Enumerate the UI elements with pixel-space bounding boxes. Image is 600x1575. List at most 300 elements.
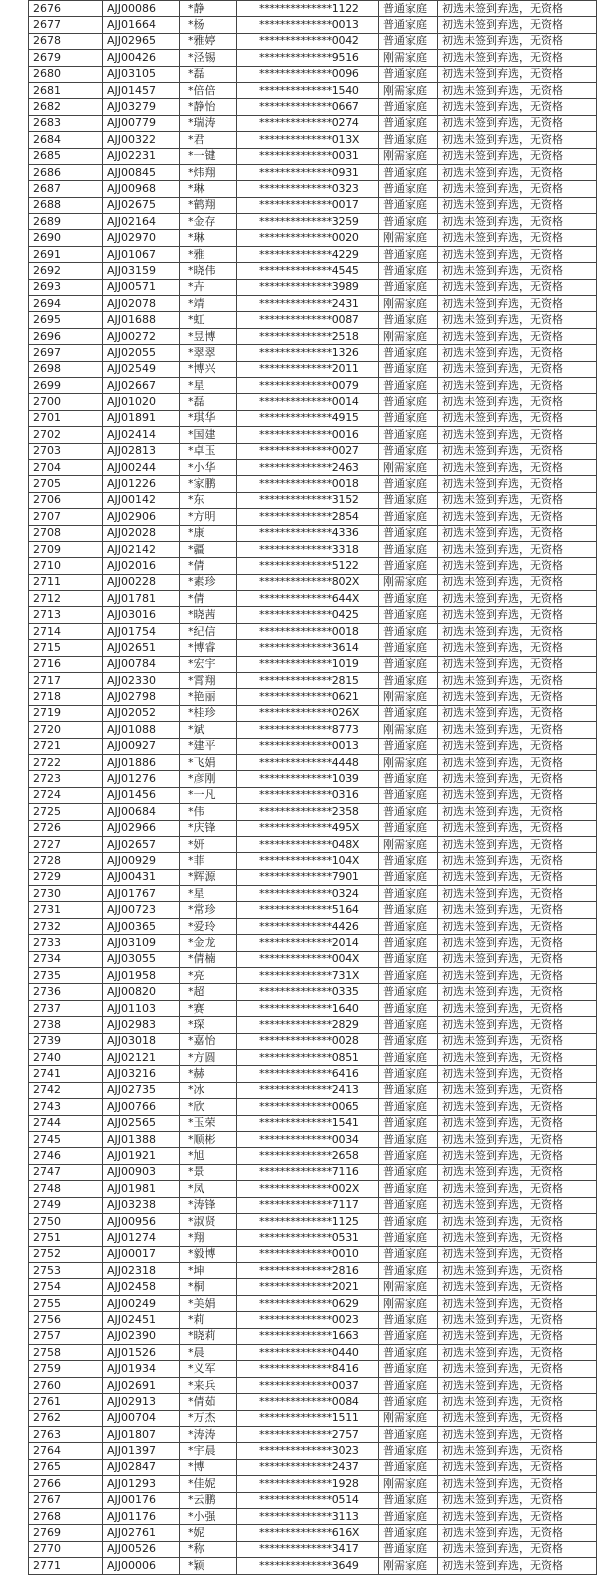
seq-cell: 2709 xyxy=(29,541,103,557)
applicant-name-cell: *冰 xyxy=(180,1082,237,1098)
qualification-status-cell: 初选未签到弃选，无资格 xyxy=(438,148,597,164)
id-number-cell: **************2011 xyxy=(237,361,379,377)
qualification-status-cell: 初选未签到弃选，无资格 xyxy=(438,164,597,180)
qualification-status-cell: 初选未签到弃选，无资格 xyxy=(438,1066,597,1082)
id-number-cell: **************0013 xyxy=(237,17,379,33)
applicant-name-cell: *淑贤 xyxy=(180,1213,237,1229)
table-row xyxy=(29,984,597,1000)
seq-cell: 2735 xyxy=(29,968,103,984)
family-type-cell: 普通家庭 xyxy=(379,1443,438,1459)
id-number-cell: **************026X xyxy=(237,705,379,721)
applicant-name-cell: *玉荣 xyxy=(180,1115,237,1131)
seq-cell: 2697 xyxy=(29,345,103,361)
family-type-cell: 普通家庭 xyxy=(379,279,438,295)
seq-cell: 2749 xyxy=(29,1197,103,1213)
applicant-code-cell: AJJ03018 xyxy=(103,1033,180,1049)
table-row xyxy=(29,853,597,869)
applicant-name-cell: *静怡 xyxy=(180,99,237,115)
applicant-name-cell: *云鹏 xyxy=(180,1492,237,1508)
applicant-name-cell: *雅婷 xyxy=(180,33,237,49)
applicant-name-cell: *爱玲 xyxy=(180,918,237,934)
id-number-cell: **************2437 xyxy=(237,1459,379,1475)
table-row xyxy=(29,279,597,295)
id-number-cell: **************0014 xyxy=(237,394,379,410)
qualification-status-cell: 初选未签到弃选，无资格 xyxy=(438,754,597,770)
family-type-cell: 普通家庭 xyxy=(379,246,438,262)
family-type-cell: 刚需家庭 xyxy=(379,328,438,344)
applicant-code-cell: AJJ02549 xyxy=(103,361,180,377)
family-type-cell: 普通家庭 xyxy=(379,853,438,869)
seq-cell: 2679 xyxy=(29,50,103,66)
applicant-name-cell: *坤 xyxy=(180,1263,237,1279)
applicant-code-cell: AJJ00766 xyxy=(103,1099,180,1115)
applicant-code-cell: AJJ01226 xyxy=(103,476,180,492)
family-type-cell: 普通家庭 xyxy=(379,263,438,279)
family-type-cell: 普通家庭 xyxy=(379,115,438,131)
table-row xyxy=(29,525,597,541)
id-number-cell: **************2014 xyxy=(237,935,379,951)
applicant-code-cell: AJJ02913 xyxy=(103,1394,180,1410)
table-row xyxy=(29,345,597,361)
family-type-cell: 普通家庭 xyxy=(379,410,438,426)
applicant-name-cell: *超 xyxy=(180,984,237,1000)
applicant-name-cell: *旭 xyxy=(180,1148,237,1164)
applicant-code-cell: AJJ00365 xyxy=(103,918,180,934)
applicant-code-cell: AJJ00426 xyxy=(103,50,180,66)
qualification-status-cell: 初选未签到弃选，无资格 xyxy=(438,968,597,984)
qualification-status-cell: 初选未签到弃选，无资格 xyxy=(438,574,597,590)
family-type-cell: 普通家庭 xyxy=(379,361,438,377)
applicant-name-cell: *嘉怡 xyxy=(180,1033,237,1049)
table-row xyxy=(29,1295,597,1311)
applicant-code-cell: AJJ01067 xyxy=(103,246,180,262)
family-type-cell: 普通家庭 xyxy=(379,1099,438,1115)
qualification-status-cell: 初选未签到弃选，无资格 xyxy=(438,33,597,49)
seq-cell: 2695 xyxy=(29,312,103,328)
seq-cell: 2706 xyxy=(29,492,103,508)
id-number-cell: **************0851 xyxy=(237,1050,379,1066)
seq-cell: 2721 xyxy=(29,738,103,754)
applicant-code-cell: AJJ00845 xyxy=(103,164,180,180)
qualification-status-cell: 初选未签到弃选，无资格 xyxy=(438,525,597,541)
family-type-cell: 普通家庭 xyxy=(379,1115,438,1131)
applicant-name-cell: *鹤翔 xyxy=(180,197,237,213)
id-number-cell: **************0016 xyxy=(237,427,379,443)
applicant-name-cell: *瑞涛 xyxy=(180,115,237,131)
id-number-cell: **************3614 xyxy=(237,640,379,656)
seq-cell: 2702 xyxy=(29,427,103,443)
applicant-name-cell: *翠翠 xyxy=(180,345,237,361)
qualification-status-cell: 初选未签到弃选，无资格 xyxy=(438,230,597,246)
applicant-code-cell: AJJ00820 xyxy=(103,984,180,1000)
family-type-cell: 普通家庭 xyxy=(379,345,438,361)
qualification-status-cell: 初选未签到弃选，无资格 xyxy=(438,509,597,525)
family-type-cell: 普通家庭 xyxy=(379,197,438,213)
seq-cell: 2742 xyxy=(29,1082,103,1098)
applicant-code-cell: AJJ02390 xyxy=(103,1328,180,1344)
id-number-cell: **************0028 xyxy=(237,1033,379,1049)
family-type-cell: 普通家庭 xyxy=(379,623,438,639)
family-type-cell: 普通家庭 xyxy=(379,1000,438,1016)
seq-cell: 2733 xyxy=(29,935,103,951)
applicant-code-cell: AJJ02052 xyxy=(103,705,180,721)
family-type-cell: 普通家庭 xyxy=(379,443,438,459)
applicant-name-cell: *琳 xyxy=(180,181,237,197)
qualification-status-cell: 初选未签到弃选，无资格 xyxy=(438,886,597,902)
family-type-cell: 普通家庭 xyxy=(379,673,438,689)
family-type-cell: 普通家庭 xyxy=(379,33,438,49)
qualification-status-cell: 初选未签到弃选，无资格 xyxy=(438,1017,597,1033)
applicant-code-cell: AJJ01958 xyxy=(103,968,180,984)
family-type-cell: 普通家庭 xyxy=(379,1148,438,1164)
seq-cell: 2768 xyxy=(29,1508,103,1524)
seq-cell: 2688 xyxy=(29,197,103,213)
seq-cell: 2683 xyxy=(29,115,103,131)
id-number-cell: **************644X xyxy=(237,591,379,607)
applicant-table xyxy=(28,0,597,1575)
table-row xyxy=(29,148,597,164)
seq-cell: 2751 xyxy=(29,1230,103,1246)
table-row xyxy=(29,623,597,639)
table-row xyxy=(29,1181,597,1197)
seq-cell: 2758 xyxy=(29,1345,103,1361)
family-type-cell: 普通家庭 xyxy=(379,951,438,967)
qualification-status-cell: 初选未签到弃选，无资格 xyxy=(438,1181,597,1197)
id-number-cell: **************1125 xyxy=(237,1213,379,1229)
table-row xyxy=(29,1115,597,1131)
applicant-name-cell: *雅 xyxy=(180,246,237,262)
qualification-status-cell: 初选未签到弃选，无资格 xyxy=(438,1164,597,1180)
applicant-name-cell: *欣 xyxy=(180,1099,237,1115)
id-number-cell: **************1039 xyxy=(237,771,379,787)
qualification-status-cell: 初选未签到弃选，无资格 xyxy=(438,1033,597,1049)
seq-cell: 2715 xyxy=(29,640,103,656)
seq-cell: 2765 xyxy=(29,1459,103,1475)
id-number-cell: **************4915 xyxy=(237,410,379,426)
applicant-code-cell: AJJ03055 xyxy=(103,951,180,967)
applicant-name-cell: *颖 xyxy=(180,1558,237,1574)
applicant-code-cell: AJJ02667 xyxy=(103,377,180,393)
id-number-cell: **************0425 xyxy=(237,607,379,623)
applicant-code-cell: AJJ01921 xyxy=(103,1148,180,1164)
family-type-cell: 普通家庭 xyxy=(379,377,438,393)
applicant-code-cell: AJJ01274 xyxy=(103,1230,180,1246)
applicant-code-cell: AJJ03216 xyxy=(103,1066,180,1082)
table-row xyxy=(29,820,597,836)
applicant-name-cell: *纪信 xyxy=(180,623,237,639)
table-row xyxy=(29,968,597,984)
family-type-cell: 普通家庭 xyxy=(379,607,438,623)
table-row xyxy=(29,754,597,770)
applicant-code-cell: AJJ00779 xyxy=(103,115,180,131)
applicant-code-cell: AJJ01176 xyxy=(103,1508,180,1524)
seq-cell: 2718 xyxy=(29,689,103,705)
family-type-cell: 刚需家庭 xyxy=(379,50,438,66)
applicant-code-cell: AJJ00244 xyxy=(103,459,180,475)
qualification-status-cell: 初选未签到弃选，无资格 xyxy=(438,820,597,836)
applicant-code-cell: AJJ01388 xyxy=(103,1131,180,1147)
applicant-name-cell: *素珍 xyxy=(180,574,237,590)
seq-cell: 2710 xyxy=(29,558,103,574)
table-row xyxy=(29,50,597,66)
id-number-cell: **************2658 xyxy=(237,1148,379,1164)
family-type-cell: 普通家庭 xyxy=(379,656,438,672)
table-row xyxy=(29,1394,597,1410)
id-number-cell: **************495X xyxy=(237,820,379,836)
table-row xyxy=(29,1345,597,1361)
applicant-code-cell: AJJ02318 xyxy=(103,1263,180,1279)
seq-cell: 2714 xyxy=(29,623,103,639)
table-row xyxy=(29,1,597,17)
qualification-status-cell: 初选未签到弃选，无资格 xyxy=(438,656,597,672)
family-type-cell: 普通家庭 xyxy=(379,1508,438,1524)
family-type-cell: 普通家庭 xyxy=(379,886,438,902)
family-type-cell: 普通家庭 xyxy=(379,214,438,230)
table-row xyxy=(29,558,597,574)
id-number-cell: **************0531 xyxy=(237,1230,379,1246)
family-type-cell: 普通家庭 xyxy=(379,132,438,148)
id-number-cell: **************802X xyxy=(237,574,379,590)
family-type-cell: 普通家庭 xyxy=(379,541,438,557)
qualification-status-cell: 初选未签到弃选，无资格 xyxy=(438,902,597,918)
applicant-name-cell: *博睿 xyxy=(180,640,237,656)
family-type-cell: 普通家庭 xyxy=(379,1181,438,1197)
applicant-code-cell: AJJ00784 xyxy=(103,656,180,672)
id-number-cell: **************7901 xyxy=(237,869,379,885)
qualification-status-cell: 初选未签到弃选，无资格 xyxy=(438,476,597,492)
applicant-code-cell: AJJ01754 xyxy=(103,623,180,639)
applicant-code-cell: AJJ02657 xyxy=(103,836,180,852)
id-number-cell: **************8773 xyxy=(237,722,379,738)
table-row xyxy=(29,246,597,262)
id-number-cell: **************0274 xyxy=(237,115,379,131)
id-number-cell: **************2463 xyxy=(237,459,379,475)
table-row xyxy=(29,377,597,393)
applicant-code-cell: AJJ00929 xyxy=(103,853,180,869)
family-type-cell: 普通家庭 xyxy=(379,66,438,82)
family-type-cell: 普通家庭 xyxy=(379,99,438,115)
applicant-name-cell: *炜翔 xyxy=(180,164,237,180)
applicant-code-cell: AJJ01886 xyxy=(103,754,180,770)
id-number-cell: **************4545 xyxy=(237,263,379,279)
applicant-name-cell: *博兴 xyxy=(180,361,237,377)
qualification-status-cell: 初选未签到弃选，无资格 xyxy=(438,82,597,98)
qualification-status-cell: 初选未签到弃选，无资格 xyxy=(438,1115,597,1131)
applicant-code-cell: AJJ01457 xyxy=(103,82,180,98)
table-row xyxy=(29,787,597,803)
id-number-cell: **************048X xyxy=(237,836,379,852)
applicant-code-cell: AJJ02813 xyxy=(103,443,180,459)
seq-cell: 2736 xyxy=(29,984,103,1000)
qualification-status-cell: 初选未签到弃选，无资格 xyxy=(438,705,597,721)
table-row xyxy=(29,1377,597,1393)
table-row xyxy=(29,230,597,246)
qualification-status-cell: 初选未签到弃选，无资格 xyxy=(438,361,597,377)
applicant-code-cell: AJJ03159 xyxy=(103,263,180,279)
seq-cell: 2769 xyxy=(29,1525,103,1541)
seq-cell: 2737 xyxy=(29,1000,103,1016)
id-number-cell: **************2021 xyxy=(237,1279,379,1295)
id-number-cell: **************0316 xyxy=(237,787,379,803)
qualification-status-cell: 初选未签到弃选，无资格 xyxy=(438,1476,597,1492)
applicant-code-cell: AJJ01664 xyxy=(103,17,180,33)
applicant-code-cell: AJJ00249 xyxy=(103,1295,180,1311)
table-row xyxy=(29,705,597,721)
applicant-name-cell: *佳妮 xyxy=(180,1476,237,1492)
id-number-cell: **************0079 xyxy=(237,377,379,393)
seq-cell: 2730 xyxy=(29,886,103,902)
seq-cell: 2754 xyxy=(29,1279,103,1295)
applicant-code-cell: AJJ02735 xyxy=(103,1082,180,1098)
qualification-status-cell: 初选未签到弃选，无资格 xyxy=(438,427,597,443)
id-number-cell: **************0621 xyxy=(237,689,379,705)
family-type-cell: 普通家庭 xyxy=(379,1328,438,1344)
qualification-status-cell: 初选未签到弃选，无资格 xyxy=(438,1426,597,1442)
seq-cell: 2761 xyxy=(29,1394,103,1410)
seq-cell: 2698 xyxy=(29,361,103,377)
family-type-cell: 普通家庭 xyxy=(379,1050,438,1066)
applicant-name-cell: *毅博 xyxy=(180,1246,237,1262)
family-type-cell: 刚需家庭 xyxy=(379,1295,438,1311)
applicant-code-cell: AJJ00176 xyxy=(103,1492,180,1508)
id-number-cell: **************1928 xyxy=(237,1476,379,1492)
qualification-status-cell: 初选未签到弃选，无资格 xyxy=(438,50,597,66)
applicant-code-cell: AJJ02142 xyxy=(103,541,180,557)
applicant-name-cell: *彦刚 xyxy=(180,771,237,787)
applicant-code-cell: AJJ02121 xyxy=(103,1050,180,1066)
table-row xyxy=(29,1033,597,1049)
family-type-cell: 普通家庭 xyxy=(379,394,438,410)
applicant-code-cell: AJJ01891 xyxy=(103,410,180,426)
seq-cell: 2745 xyxy=(29,1131,103,1147)
qualification-status-cell: 初选未签到弃选，无资格 xyxy=(438,17,597,33)
seq-cell: 2678 xyxy=(29,33,103,49)
applicant-name-cell: *金龙 xyxy=(180,935,237,951)
applicant-code-cell: AJJ01688 xyxy=(103,312,180,328)
applicant-code-cell: AJJ02565 xyxy=(103,1115,180,1131)
table-row xyxy=(29,541,597,557)
qualification-status-cell: 初选未签到弃选，无资格 xyxy=(438,738,597,754)
qualification-status-cell: 初选未签到弃选，无资格 xyxy=(438,1263,597,1279)
seq-cell: 2700 xyxy=(29,394,103,410)
seq-cell: 2717 xyxy=(29,673,103,689)
family-type-cell: 刚需家庭 xyxy=(379,722,438,738)
table-row xyxy=(29,1213,597,1229)
id-number-cell: **************2431 xyxy=(237,296,379,312)
id-number-cell: **************0034 xyxy=(237,1131,379,1147)
table-row xyxy=(29,673,597,689)
qualification-status-cell: 初选未签到弃选，无资格 xyxy=(438,1131,597,1147)
applicant-name-cell: *倍倍 xyxy=(180,82,237,98)
applicant-code-cell: AJJ01088 xyxy=(103,722,180,738)
seq-cell: 2770 xyxy=(29,1541,103,1557)
id-number-cell: **************0324 xyxy=(237,886,379,902)
table-row xyxy=(29,935,597,951)
table-row xyxy=(29,656,597,672)
table-row xyxy=(29,214,597,230)
seq-cell: 2686 xyxy=(29,164,103,180)
id-number-cell: **************4336 xyxy=(237,525,379,541)
applicant-name-cell: *方圆 xyxy=(180,1050,237,1066)
qualification-status-cell: 初选未签到弃选，无资格 xyxy=(438,263,597,279)
family-type-cell: 普通家庭 xyxy=(379,787,438,803)
applicant-code-cell: AJJ02651 xyxy=(103,640,180,656)
qualification-status-cell: 初选未签到弃选，无资格 xyxy=(438,1508,597,1524)
seq-cell: 2696 xyxy=(29,328,103,344)
applicant-code-cell: AJJ02761 xyxy=(103,1525,180,1541)
qualification-status-cell: 初选未签到弃选，无资格 xyxy=(438,1443,597,1459)
qualification-status-cell: 初选未签到弃选，无资格 xyxy=(438,296,597,312)
family-type-cell: 普通家庭 xyxy=(379,181,438,197)
qualification-status-cell: 初选未签到弃选，无资格 xyxy=(438,1230,597,1246)
applicant-code-cell: AJJ02451 xyxy=(103,1312,180,1328)
applicant-code-cell: AJJ03279 xyxy=(103,99,180,115)
qualification-status-cell: 初选未签到弃选，无资格 xyxy=(438,1197,597,1213)
qualification-status-cell: 初选未签到弃选，无资格 xyxy=(438,1246,597,1262)
id-number-cell: **************2829 xyxy=(237,1017,379,1033)
table-row xyxy=(29,1164,597,1180)
seq-cell: 2677 xyxy=(29,17,103,33)
id-number-cell: **************6416 xyxy=(237,1066,379,1082)
family-type-cell: 刚需家庭 xyxy=(379,689,438,705)
qualification-status-cell: 初选未签到弃选，无资格 xyxy=(438,1099,597,1115)
applicant-code-cell: AJJ00228 xyxy=(103,574,180,590)
seq-cell: 2727 xyxy=(29,836,103,852)
applicant-code-cell: AJJ03016 xyxy=(103,607,180,623)
id-number-cell: **************2413 xyxy=(237,1082,379,1098)
family-type-cell: 普通家庭 xyxy=(379,918,438,934)
applicant-name-cell: *金存 xyxy=(180,214,237,230)
applicant-name-cell: *飞娟 xyxy=(180,754,237,770)
qualification-status-cell: 初选未签到弃选，无资格 xyxy=(438,1394,597,1410)
id-number-cell: **************2518 xyxy=(237,328,379,344)
qualification-status-cell: 初选未签到弃选，无资格 xyxy=(438,246,597,262)
id-number-cell: **************0065 xyxy=(237,1099,379,1115)
applicant-name-cell: *琛 xyxy=(180,1017,237,1033)
applicant-name-cell: *家鹏 xyxy=(180,476,237,492)
seq-cell: 2744 xyxy=(29,1115,103,1131)
qualification-status-cell: 初选未签到弃选，无资格 xyxy=(438,640,597,656)
applicant-code-cell: AJJ01767 xyxy=(103,886,180,902)
table-row xyxy=(29,164,597,180)
qualification-status-cell: 初选未签到弃选，无资格 xyxy=(438,1050,597,1066)
family-type-cell: 普通家庭 xyxy=(379,1541,438,1557)
applicant-code-cell: AJJ02970 xyxy=(103,230,180,246)
table-row xyxy=(29,361,597,377)
seq-cell: 2726 xyxy=(29,820,103,836)
seq-cell: 2767 xyxy=(29,1492,103,1508)
family-type-cell: 刚需家庭 xyxy=(379,230,438,246)
qualification-status-cell: 初选未签到弃选，无资格 xyxy=(438,869,597,885)
applicant-name-cell: *常珍 xyxy=(180,902,237,918)
table-row xyxy=(29,689,597,705)
id-number-cell: **************0031 xyxy=(237,148,379,164)
table-row xyxy=(29,1082,597,1098)
table-row xyxy=(29,1197,597,1213)
table-row xyxy=(29,1328,597,1344)
applicant-code-cell: AJJ02965 xyxy=(103,33,180,49)
applicant-name-cell: *美娟 xyxy=(180,1295,237,1311)
applicant-name-cell: *艳丽 xyxy=(180,689,237,705)
id-number-cell: **************3649 xyxy=(237,1558,379,1574)
qualification-status-cell: 初选未签到弃选，无资格 xyxy=(438,984,597,1000)
id-number-cell: **************104X xyxy=(237,853,379,869)
qualification-status-cell: 初选未签到弃选，无资格 xyxy=(438,918,597,934)
applicant-code-cell: AJJ01981 xyxy=(103,1181,180,1197)
applicant-name-cell: *桂珍 xyxy=(180,705,237,721)
table-row xyxy=(29,1476,597,1492)
qualification-status-cell: 初选未签到弃选，无资格 xyxy=(438,214,597,230)
